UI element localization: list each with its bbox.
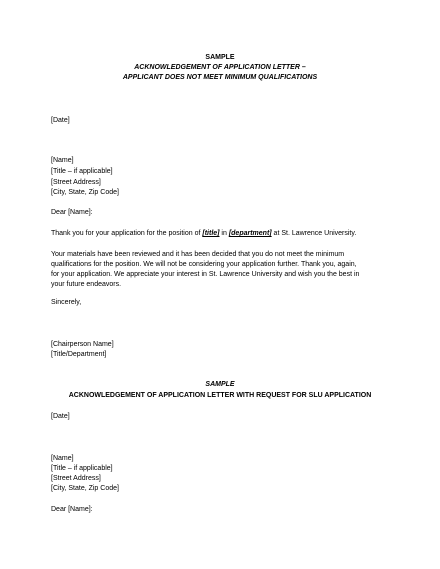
letter1-title-line1: ACKNOWLEDGEMENT OF APPLICATION LETTER –	[134, 64, 306, 71]
letter1-recipient-city: [City, State, Zip Code]	[51, 189, 119, 196]
letter1-paragraph2-line2: qualifications for the position. We will not be considering your application further. Thank you, again,	[51, 261, 357, 268]
letter2-recipient-name: [Name]	[51, 455, 74, 462]
letter2-title: ACKNOWLEDGEMENT OF APPLICATION LETTER WITH REQUEST FOR SLU APPLICATION	[68, 392, 372, 399]
letter1-closing: Sincerely,	[51, 299, 82, 306]
letter2-salutation: Dear [Name]:	[51, 506, 93, 513]
letter1-signature-title: [Title/Department]	[51, 351, 107, 358]
letter1-recipient-name: [Name]	[51, 157, 74, 164]
letter2-recipient-city: [City, State, Zip Code]	[51, 485, 119, 492]
letter1-signature-name: [Chairperson Name]	[51, 341, 114, 348]
letter1-paragraph1: Thank you for your application for the position of [title] in [department] at St. Lawrence University.	[51, 230, 357, 237]
letter2-date: [Date]	[51, 413, 70, 420]
department-placeholder: [department]	[228, 230, 272, 237]
letter1-paragraph2-line1: Your materials have been reviewed and it has been decided that you do not meet the minimum	[51, 251, 345, 258]
letter1-recipient-street: [Street Address]	[51, 179, 101, 186]
position-title-placeholder: [title]	[202, 230, 220, 237]
letter1-paragraph2-line3: for your application. We appreciate your interest in St. Lawrence University and wish you the best in	[51, 271, 360, 278]
letter2-recipient-street: [Street Address]	[51, 475, 101, 482]
letter1-sample-label: SAMPLE	[205, 54, 235, 61]
letter1-title-line2: APPLICANT DOES NOT MEET MINIMUM QUALIFICATIONS	[122, 74, 318, 81]
letter2-recipient-title: [Title – if applicable]	[51, 465, 113, 472]
letter1-recipient-title: [Title – if applicable]	[51, 168, 113, 175]
letter1-paragraph2-line4: your future endeavors.	[51, 281, 122, 288]
letter1-date: [Date]	[51, 117, 70, 124]
letter2-sample-label: SAMPLE	[205, 381, 235, 388]
letter1-salutation: Dear [Name]:	[51, 209, 93, 216]
